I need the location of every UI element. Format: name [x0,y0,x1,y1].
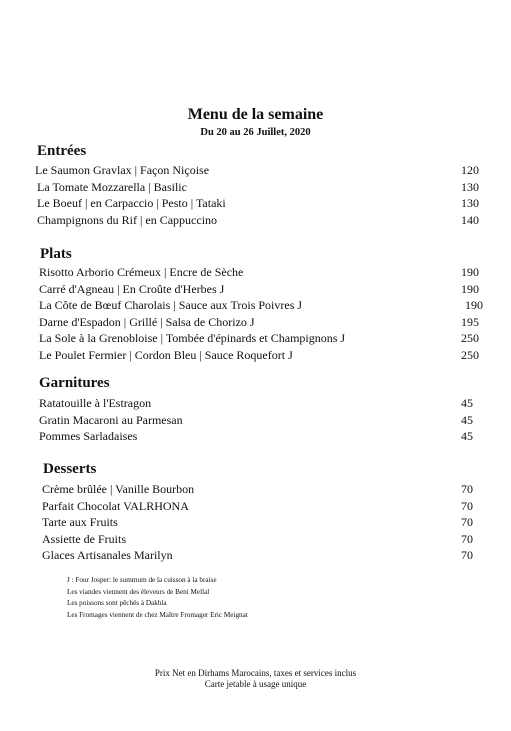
menu-item: Crème brûlée | Vanille Bourbon [42,482,195,496]
menu-item: Gratin Macaroni au Parmesan [39,413,183,427]
menu-item-price: 45 [461,413,473,427]
menu-item: Le Saumon Gravlax | Façon Niçoise [35,163,210,177]
menu-item: Carré d'Agneau | En Croûte d'Herbes J [39,282,225,296]
footer-price-note: Prix Net en Dirhams Marocains, taxes et services inclus [154,668,357,678]
menu-item: Parfait Chocolat VALRHONA [42,499,189,513]
menu-item: La Côte de Bœuf Charolais | Sauce aux Trois Poivres J [39,298,303,312]
menu-item: Risotto Arborio Crémeux | Encre de Sèche [39,265,244,279]
menu-item-price: 190 [461,282,479,296]
menu-item: Champignons du Rif | en Cappuccino [37,213,218,227]
menu-item-price: 250 [461,348,479,362]
menu-item-price: 140 [461,213,479,227]
menu-item-price: 130 [461,180,479,194]
menu-item: Ratatouille à l'Estragon [39,396,152,410]
menu-item-price: 45 [461,429,473,443]
section-title-entrees: Entrées [37,143,87,159]
menu-item-price: 190 [461,265,479,279]
menu-item-price: 70 [461,548,473,562]
menu-item: La Tomate Mozzarella | Basilic [37,180,187,194]
menu-item: Darne d'Espadon | Grillé | Salsa de Chorizo J [39,315,255,329]
menu-item-price: 190 [465,298,483,312]
menu-item: Le Poulet Fermier | Cordon Bleu | Sauce Roquefort J [39,348,293,362]
footnote: Les Fromages viennent de chez Maître Fromager Eric Meignat [67,611,248,619]
menu-item: Le Boeuf | en Carpaccio | Pesto | Tataki [37,196,226,210]
footnote: Les poissons sont pêchés à Dakhla [67,599,167,607]
menu-item: Tarte aux Fruits [42,515,118,529]
menu-item-price: 70 [461,499,473,513]
footnote: J : Four Josper: le summum de la cuisson à la braise [67,576,217,584]
menu-item-price: 250 [461,331,479,345]
footnote: Les viandes viennent des éleveurs de Beni Mellal [67,588,210,596]
menu-item: Assiette de Fruits [42,532,126,546]
menu-item: Pommes Sarladaises [39,429,138,443]
section-title-desserts: Desserts [43,461,97,477]
menu-item-price: 70 [461,515,473,529]
menu-item-price: 70 [461,532,473,546]
menu-item-price: 195 [461,315,479,329]
footer-disposable-note: Carte jetable à usage unique [204,679,307,689]
menu-item-price: 70 [461,482,473,496]
menu-item-price: 120 [461,163,479,177]
section-title-plats: Plats [40,246,72,262]
menu-item: Glaces Artisanales Marilyn [42,548,173,562]
menu-item: La Sole à la Grenobloise | Tombée d'épinards et Champignons J [39,331,346,345]
menu-dates: Du 20 au 26 Juillet, 2020 [200,127,311,138]
menu-item-price: 45 [461,396,473,410]
menu-item-price: 130 [461,196,479,210]
menu-title: Menu de la semaine [187,106,324,123]
section-title-garnitures: Garnitures [39,375,110,391]
